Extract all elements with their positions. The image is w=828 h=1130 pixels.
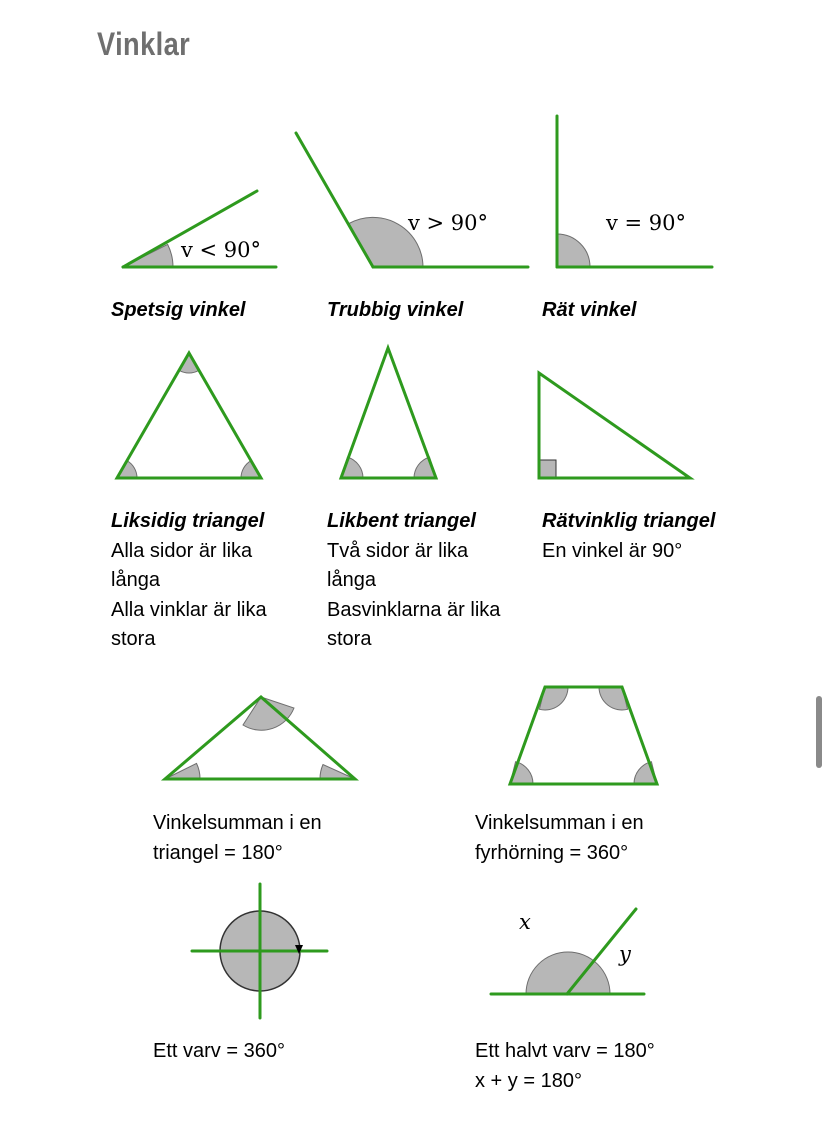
right-angle-caption: Rät vinkel [542, 299, 637, 321]
triangle-sum-caption: Vinkelsumman i en triangel = 180° [153, 812, 322, 864]
right-triangle-caption: Rätvinklig triangel En vinkel är 90° [542, 510, 716, 562]
right-angle-marker [539, 460, 556, 477]
right-triangle [539, 373, 690, 478]
quadrilateral-sum-caption: Vinkelsumman i en fyrhörning = 360° [475, 812, 644, 864]
obtuse-angle-caption: Trubbig vinkel [327, 299, 464, 321]
vertical-scrollbar[interactable] [816, 696, 822, 768]
equilateral-triangle-caption: Liksidig triangel Alla sidor är lika långa Alla vinklar är lika stora [111, 510, 267, 650]
quadrilateral-sum-figure [510, 687, 657, 784]
acute-angle-caption: Spetsig vinkel [111, 299, 246, 321]
obtuse-angle-formula: v > 90° [408, 211, 489, 235]
obtuse-angle-figure [296, 133, 528, 267]
right-angle-formula: v = 90° [606, 211, 687, 235]
right-triangle-figure [539, 373, 690, 478]
triangle-sum-figure [165, 697, 355, 779]
label-y: y [619, 942, 631, 966]
acute-angle-formula: v < 90° [181, 238, 262, 262]
obtuse-angle-slanted-ray [296, 133, 373, 267]
acute-angle-figure [123, 191, 276, 267]
half-turn-figure [491, 909, 644, 994]
full-turn-caption: Ett varv = 360° [153, 1040, 285, 1062]
full-turn-figure [192, 884, 327, 1018]
right-angle-figure [557, 116, 712, 267]
page-title: Vinklar [97, 26, 191, 62]
isosceles-triangle [341, 348, 436, 478]
isosceles-triangle-figure [341, 348, 436, 478]
equilateral-triangle-figure [117, 353, 261, 478]
sum-quadrilateral [510, 687, 657, 784]
label-x: x [519, 910, 531, 934]
isosceles-triangle-caption: Likbent triangel Två sidor är lika långa Basvinklarna är lika stora [327, 510, 501, 650]
half-turn-caption: Ett halvt varv = 180° x + y = 180° [475, 1040, 655, 1092]
right-angle-arc [557, 234, 590, 267]
